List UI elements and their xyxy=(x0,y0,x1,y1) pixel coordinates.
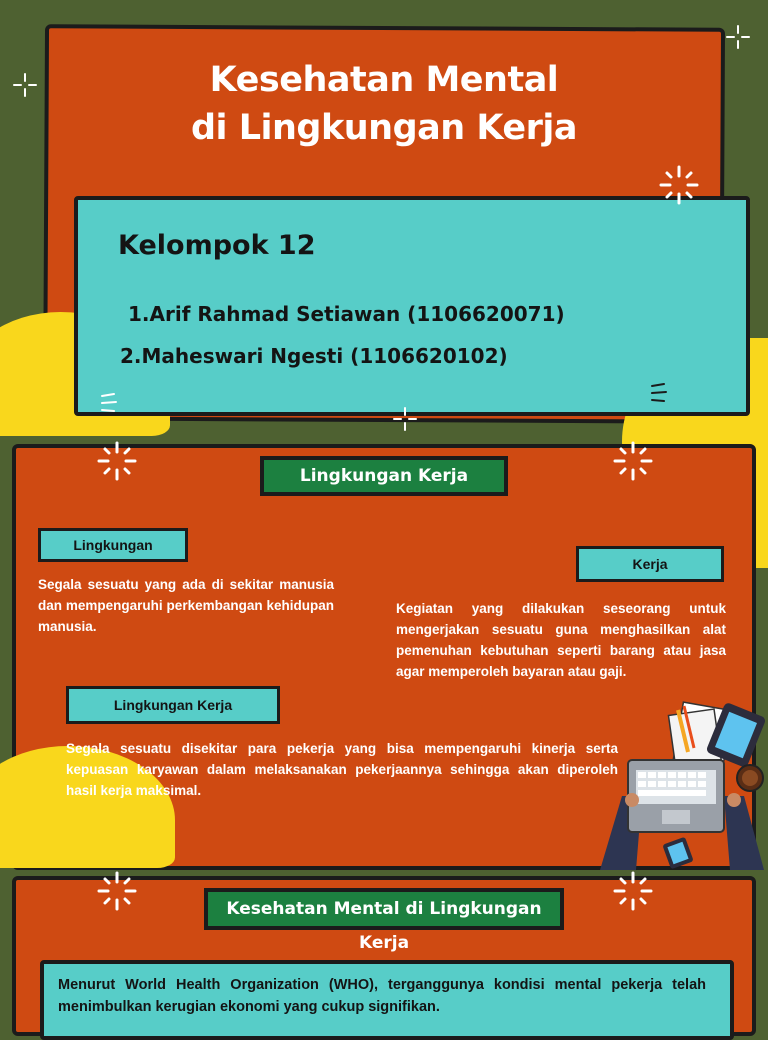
page-title-line1: Kesehatan Mental xyxy=(209,60,559,100)
sparkle-icon xyxy=(725,24,751,50)
sparkle-icon xyxy=(392,406,418,432)
label-kerja: Kerja xyxy=(576,546,724,582)
member-2-name: Maheswari Ngesti (1106620102) xyxy=(141,344,508,368)
workspace-illustration xyxy=(596,700,768,870)
section-heading-kesehatan-mental: Kesehatan Mental di Lingkungan Kerja xyxy=(204,888,564,930)
lingkungan-text: Segala sesuatu yang ada di sekitar manusia dan mempengaruhi perkembangan kehidupan manusia. xyxy=(38,577,334,634)
member-1 xyxy=(128,302,565,326)
dash-marks-icon xyxy=(98,392,120,416)
label-lingkungan: Lingkungan xyxy=(38,528,188,562)
lingkungan-kerja-text: Segala sesuatu disekitar para pekerja yang bisa mempengaruhi kinerja serta kepuasan karyawan dalam melaksanakan pekerjaannya sehingga akan diperoleh hasil kerja maksimal. xyxy=(66,741,618,798)
label-lingkungan-kerja: Lingkungan Kerja xyxy=(66,686,280,724)
member-2 xyxy=(120,344,508,368)
page-title-line2: di Lingkungan Kerja xyxy=(190,108,577,148)
group-title: Kelompok 12 xyxy=(118,230,316,261)
sparkle-icon xyxy=(658,164,700,206)
member-1-name: Arif Rahmad Setiawan (1106620071) xyxy=(149,302,565,326)
member-2-number: 2. xyxy=(120,344,142,368)
kerja-text: Kegiatan yang dilakukan seseorang untuk mengerjakan sesuatu guna menghasilkan alat pemenuhan kebutuhan seperti barang atau jasa agar memperoleh bayaran atau gaji. xyxy=(396,601,726,679)
sparkle-icon xyxy=(612,870,654,912)
who-text: Menurut World Health Organization (WHO), terganggunya kondisi mental pekerja telah menimbulkan kerugian ekonomi yang cukup signifikan. xyxy=(58,977,706,1015)
sparkle-icon xyxy=(612,440,654,482)
sparkle-icon xyxy=(96,870,138,912)
dash-marks-icon xyxy=(648,382,670,408)
member-1-number: 1. xyxy=(128,302,150,326)
section-heading-lingkungan-kerja: Lingkungan Kerja xyxy=(260,456,508,496)
sparkle-icon xyxy=(12,72,38,98)
sparkle-icon xyxy=(96,440,138,482)
